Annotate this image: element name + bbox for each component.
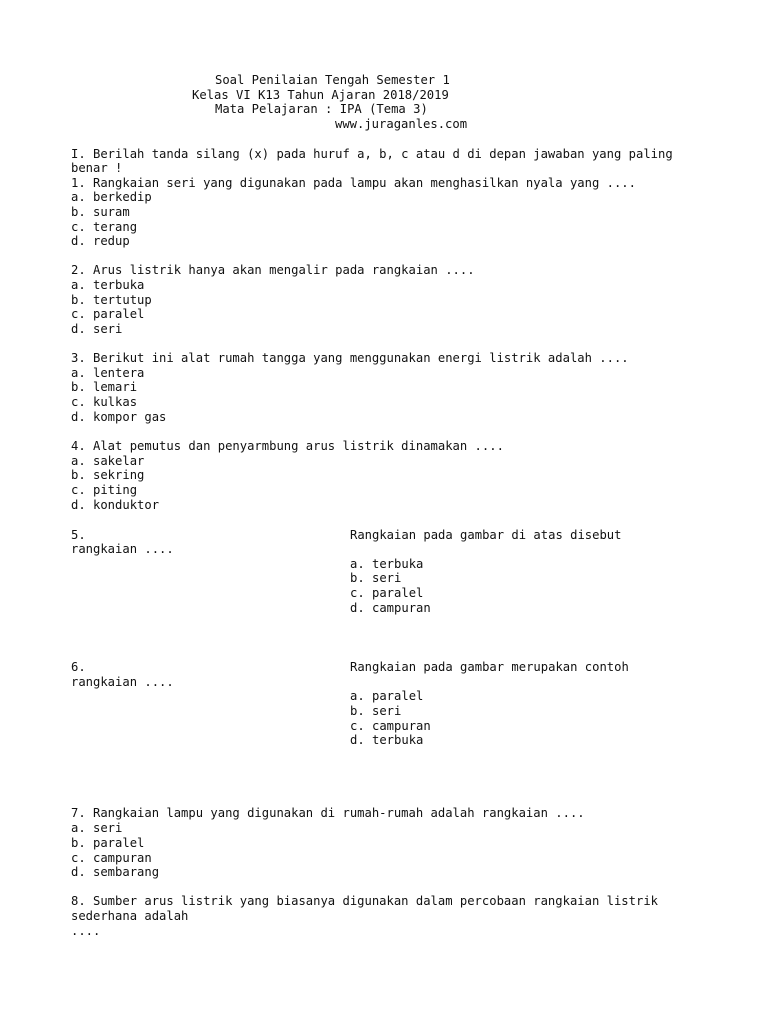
question-4-option-c: c. piting — [71, 483, 138, 497]
question-4-option-a: a. sakelar — [71, 454, 145, 468]
question-5-text-cont: rangkaian .... — [71, 542, 174, 556]
question-3-option-b: b. lemari — [71, 380, 138, 394]
question-7-option-b: b. paralel — [71, 836, 145, 850]
question-2-text: 2. Arus listrik hanya akan mengalir pada rangkaian .... — [71, 263, 475, 277]
question-8-text-line-3: .... — [71, 924, 101, 938]
question-6-option-c: c. campuran — [350, 719, 431, 733]
question-3-option-d: d. kompor gas — [71, 410, 167, 424]
question-3-option-c: c. kulkas — [71, 395, 138, 409]
question-6-text: Rangkaian pada gambar merupakan contoh — [350, 660, 629, 674]
question-1-option-b: b. suram — [71, 205, 130, 219]
question-5-option-a: a. terbuka — [350, 557, 424, 571]
question-1-option-d: d. redup — [71, 234, 130, 248]
question-2-option-b: b. tertutup — [71, 293, 152, 307]
question-1-option-a: a. berkedip — [71, 190, 152, 204]
question-5-option-c: c. paralel — [350, 586, 424, 600]
question-2-option-c: c. paralel — [71, 307, 145, 321]
instruction-line-1: I. Berilah tanda silang (x) pada huruf a, b, c atau d di depan jawaban yang paling — [71, 147, 673, 161]
question-2-option-a: a. terbuka — [71, 278, 145, 292]
question-5-option-d: d. campuran — [350, 601, 431, 615]
question-6-text-cont: rangkaian .... — [71, 675, 174, 689]
question-8-text-line-2: sederhana adalah — [71, 909, 189, 923]
question-7-option-d: d. sembarang — [71, 865, 160, 879]
question-8-text-line-1: 8. Sumber arus listrik yang biasanya digunakan dalam percobaan rangkaian listrik — [71, 894, 658, 908]
header-class-year: Kelas VI K13 Tahun Ajaran 2018/2019 — [192, 88, 449, 102]
question-5-text: Rangkaian pada gambar di atas disebut — [350, 528, 622, 542]
instruction-line-2: benar ! — [71, 161, 123, 175]
question-4-option-d: d. konduktor — [71, 498, 160, 512]
question-7-option-c: c. campuran — [71, 851, 152, 865]
question-7-text: 7. Rangkaian lampu yang digunakan di rumah-rumah adalah rangkaian .... — [71, 806, 585, 820]
header-subject: Mata Pelajaran : IPA (Tema 3) — [215, 102, 428, 116]
question-4-option-b: b. sekring — [71, 468, 145, 482]
question-6-number: 6. — [71, 660, 86, 674]
question-6-option-b: b. seri — [350, 704, 402, 718]
question-3-option-a: a. lentera — [71, 366, 145, 380]
question-6-option-a: a. paralel — [350, 689, 424, 703]
question-1-text: 1. Rangkaian seri yang digunakan pada lampu akan menghasilkan nyala yang .... — [71, 176, 636, 190]
question-6-option-d: d. terbuka — [350, 733, 424, 747]
question-4-text: 4. Alat pemutus dan penyarmbung arus listrik dinamakan .... — [71, 439, 504, 453]
question-5-number: 5. — [71, 528, 86, 542]
question-5-option-b: b. seri — [350, 571, 402, 585]
question-7-option-a: a. seri — [71, 821, 123, 835]
question-3-text: 3. Berikut ini alat rumah tangga yang menggunakan energi listrik adalah .... — [71, 351, 629, 365]
header-website: www.juraganles.com — [335, 117, 468, 131]
question-1-option-c: c. terang — [71, 220, 138, 234]
question-2-option-d: d. seri — [71, 322, 123, 336]
header-title: Soal Penilaian Tengah Semester 1 — [215, 73, 450, 87]
